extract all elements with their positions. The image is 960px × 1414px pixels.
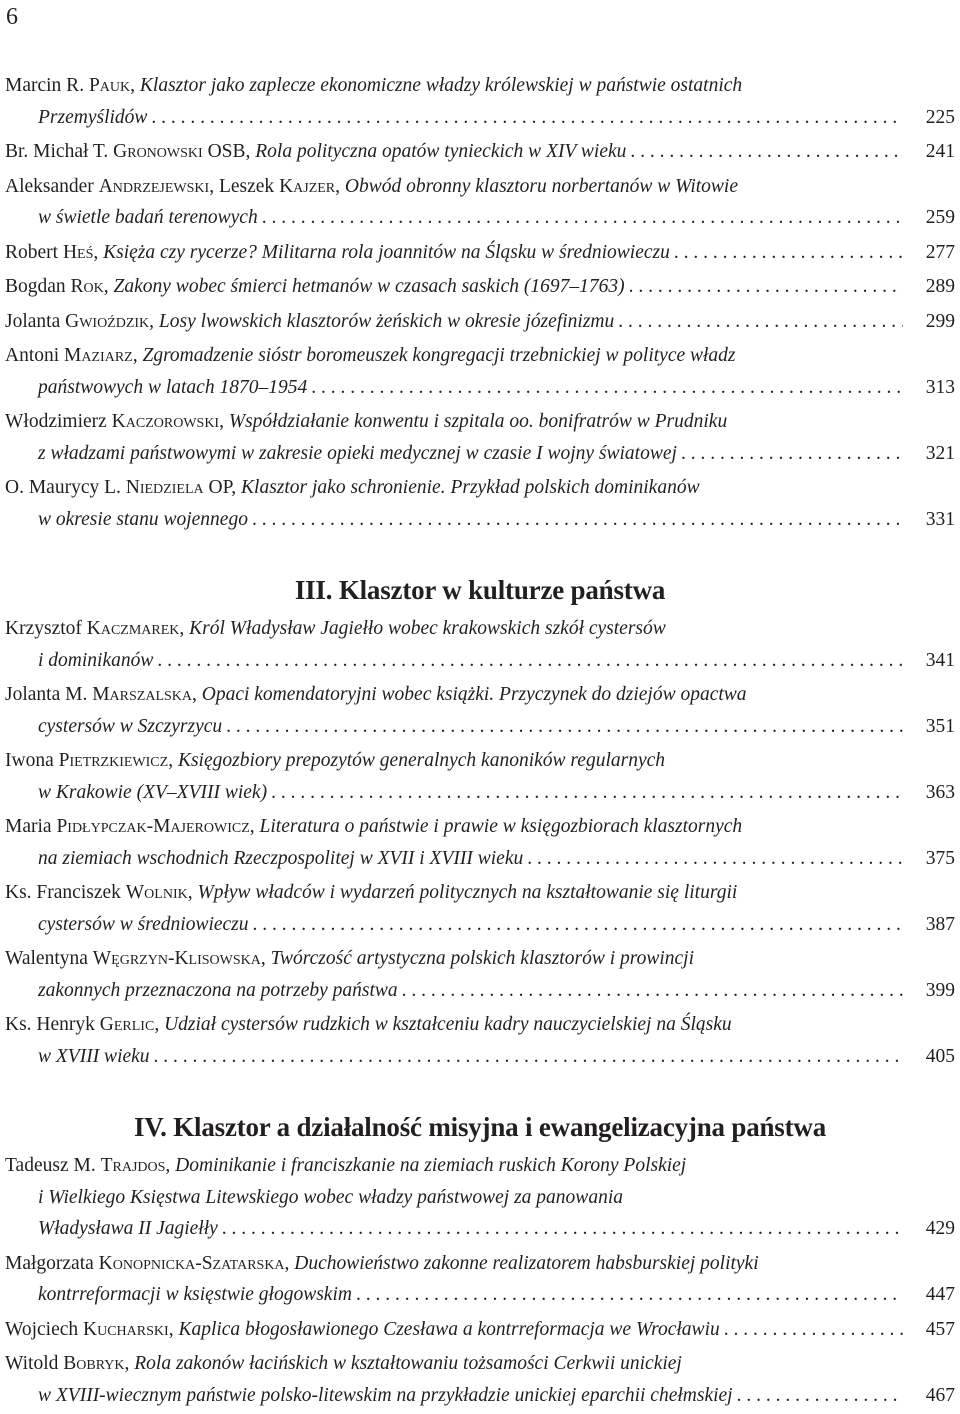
author-given-name: Krzysztof xyxy=(5,618,82,639)
toc-entry xyxy=(0,472,960,535)
toc-entry-line xyxy=(0,777,955,809)
dot-leader xyxy=(356,1279,903,1311)
entry-page-number: 277 xyxy=(925,241,955,263)
author-given-name: Ks. Henryk xyxy=(5,1014,95,1035)
entry-page-number: 363 xyxy=(925,781,955,803)
entry-title: Twórczość artystyczna polskich klasztorów i prowincji xyxy=(270,948,695,969)
author-surname: Konopnicka-Szatarska xyxy=(98,1252,285,1274)
toc-entry-line: Krzysztof Kaczmarek, Król Władysław Jagiełło wobec krakowskich szkół cystersów xyxy=(5,618,666,639)
entry-page-number: 457 xyxy=(925,1318,955,1340)
toc-entry xyxy=(0,1009,960,1072)
toc-entry-line xyxy=(0,102,955,134)
entry-title-continued: Władysława II Jagiełły xyxy=(38,1218,218,1239)
entry-title-continued: w XVIII-wiecznym państwie polsko-litewskim na przykładzie unickiej eparchii chełmskiej xyxy=(38,1384,733,1406)
entry-title: Księża czy rycerze? Militarna rola joannitów na Śląsku w średniowieczu xyxy=(103,241,670,263)
toc-entry xyxy=(0,943,960,1006)
author-given-name: Jolanta xyxy=(5,310,61,332)
toc-entry xyxy=(0,877,960,940)
entry-title: Kaplica błogosławionego Czesława a kontrreformacja we Wrocławiu xyxy=(178,1318,720,1340)
toc-entry-line xyxy=(0,975,955,1007)
entry-title: Duchowieństwo zakonne realizatorem habsburskiej polityki xyxy=(294,1252,759,1274)
author-surname: Pietrzkiewicz xyxy=(58,750,169,771)
author-given-name: Robert xyxy=(5,241,59,263)
toc-entry-line: Włodzimierz Kaczorowski, Współdziałanie konwentu i szpitala oo. bonifratrów w Prudniku xyxy=(5,411,728,432)
author-suffix: OP, xyxy=(203,477,237,498)
author-surname: Gronowski xyxy=(113,141,203,162)
author-given-name: Antoni xyxy=(5,345,60,366)
entry-page-number: 387 xyxy=(925,913,955,935)
dot-leader xyxy=(271,777,903,809)
toc-entry-line: Tadeusz M. Trajdos, Dominikanie i franciszkanie na ziemiach ruskich Korony Polskiej xyxy=(5,1155,687,1176)
dot-leader xyxy=(724,1314,903,1346)
toc-entry xyxy=(0,745,960,808)
author-surname-2: Kajzer xyxy=(279,175,336,197)
author-surname: Niedziela xyxy=(125,477,204,498)
toc-entry-line: Jolanta M. Marszalska, Opaci komendatoryjni wobec książki. Przyczynek do dziejów opactwa xyxy=(5,684,747,705)
entry-title: Dominikanie i franciszkanie na ziemiach ruskich Korony Polskiej xyxy=(175,1155,687,1176)
entry-title-continued: cystersów w średniowieczu xyxy=(38,913,249,935)
author-surname: Heś xyxy=(62,241,94,263)
entry-title: Literatura o państwie i prawie w księgozbiorach klasztornych xyxy=(259,816,743,837)
entry-title: Wpływ władców i wydarzeń politycznych na kształtowanie się liturgii xyxy=(197,882,738,903)
entry-title: Współdziałanie konwentu i szpitala oo. bonifratrów w Prudniku xyxy=(228,411,728,432)
entry-page-number: 399 xyxy=(925,979,955,1001)
entry-page-number: 299 xyxy=(925,310,955,332)
toc-entry-line xyxy=(0,843,955,875)
entry-page-number: 467 xyxy=(925,1384,955,1406)
dot-leader xyxy=(262,202,903,234)
author-surname: Kucharski xyxy=(83,1318,169,1340)
entry-title: Król Władysław Jagiełło wobec krakowskich szkół cystersów xyxy=(189,618,666,639)
author-given-name: Bogdan xyxy=(5,276,66,297)
entry-page-number: 241 xyxy=(925,141,955,162)
toc-entry-line xyxy=(0,1380,955,1412)
dot-leader xyxy=(527,843,903,875)
entry-title: Klasztor jako schronienie. Przykład polskich dominikanów xyxy=(241,477,700,498)
entry-page-number: 259 xyxy=(925,207,955,228)
toc-entry xyxy=(0,340,960,403)
author-given-name: Br. Michał T. xyxy=(5,141,109,162)
toc-entry xyxy=(0,1314,960,1346)
dot-leader xyxy=(629,271,903,303)
toc-entry-line xyxy=(0,711,955,743)
toc-entry-line: Witold Bobryk, Rola zakonów łacińskich w kształtowaniu tożsamości Cerkwii unickiej xyxy=(5,1353,682,1374)
toc-entry xyxy=(0,271,960,303)
entry-title-continued: z władzami państwowymi w zakresie opieki medycznej w czasie I wojny światowej xyxy=(38,442,677,464)
author-surname: Bobryk xyxy=(63,1353,125,1374)
toc-entry xyxy=(0,613,960,676)
toc-entry xyxy=(0,70,960,133)
entry-title-continued: i dominikanów xyxy=(38,649,154,671)
toc-entry xyxy=(0,171,960,234)
toc-entry-line: Bogdan Rok, Zakony wobec śmierci hetmanów w czasach saskich (1697–1763) . . . 289 xyxy=(0,271,955,303)
toc-entry-line: Antoni Maziarz, Zgromadzenie sióstr boromeuszek kongregacji trzebnickiej w polityce władz xyxy=(5,345,736,366)
author-surname: Węgrzyn-Klisowska xyxy=(92,948,261,969)
entry-title: Zgromadzenie sióstr boromeuszek kongregacji trzebnickiej w polityce władz xyxy=(142,345,736,366)
entry-page-number: 429 xyxy=(925,1218,955,1239)
table-of-contents xyxy=(0,70,960,1414)
entry-title: Udział cystersów rudzkich w kształceniu kadry nauczycielskiej na Śląsku xyxy=(164,1014,732,1035)
entry-title-continued: w XVIII wieku xyxy=(38,1045,150,1067)
entry-title: Rola polityczna opatów tynieckich w XIV wieku xyxy=(255,141,627,162)
author-given-name: Aleksander xyxy=(5,175,94,197)
entry-page-number: 331 xyxy=(925,508,955,530)
entry-title-continued: zakonnych przeznaczona na potrzeby państwa xyxy=(38,979,398,1001)
entry-page-number: 289 xyxy=(925,276,955,297)
toc-entry-line: Robert Heś, Księża czy rycerze? Militarna rola joannitów na Śląsku w średniowieczu . . . 277 xyxy=(0,237,955,269)
toc-entry-line xyxy=(0,136,955,168)
entry-page-number: 447 xyxy=(925,1284,955,1305)
entry-title-continued: Przemyślidów xyxy=(38,106,148,128)
dot-leader xyxy=(222,1213,903,1245)
author-given-name: Walentyna xyxy=(5,948,88,969)
toc-entry xyxy=(0,237,960,269)
author-given-name: Maria xyxy=(5,816,52,837)
toc-entry-line xyxy=(0,1213,955,1245)
dot-leader xyxy=(154,1041,903,1073)
entry-title-continued: w Krakowie (XV–XVIII wiek) xyxy=(38,781,268,803)
toc-entry-line xyxy=(0,1182,955,1214)
toc-entry xyxy=(0,1150,960,1245)
author-suffix: OSB, xyxy=(202,141,251,162)
author-given-name: Iwona xyxy=(5,750,54,771)
entry-title-continued: kontrreformacji w księstwie głogowskim xyxy=(38,1284,352,1305)
author-given-name: Marcin R. xyxy=(5,75,85,96)
entry-title-continued: w okresie stanu wojennego xyxy=(38,508,248,530)
author-given-name: Jolanta M. xyxy=(5,684,88,705)
dot-leader xyxy=(737,1380,903,1412)
author-surname: Gerlic xyxy=(99,1014,155,1035)
author-given-name: Wojciech xyxy=(5,1318,79,1340)
dot-leader xyxy=(151,102,903,134)
dot-leader xyxy=(681,438,903,470)
dot-leader xyxy=(157,645,903,677)
toc-entry-line xyxy=(0,202,955,234)
author-surname: Andrzejewski xyxy=(98,175,210,197)
author-surname: Pauk xyxy=(88,75,131,96)
dot-leader xyxy=(226,711,903,743)
toc-entry-line: Walentyna Węgrzyn-Klisowska, Twórczość artystyczna polskich klasztorów i prowincji xyxy=(5,948,695,969)
author-given-name: Włodzimierz xyxy=(5,411,107,432)
toc-entry-line xyxy=(0,472,955,504)
entry-page-number: 405 xyxy=(925,1045,955,1067)
toc-entry-line: Iwona Pietrzkiewicz, Księgozbiory prepozytów generalnych kanoników regularnych xyxy=(5,750,666,771)
page-number: 6 xyxy=(6,4,18,30)
toc-entry xyxy=(0,136,960,168)
author-surname: Rok xyxy=(70,276,104,297)
author-surname: Wolnik xyxy=(125,882,188,903)
author-surname: Pidłypczak-Majerowicz xyxy=(56,816,250,837)
toc-entry xyxy=(0,406,960,469)
toc-entry-line xyxy=(0,1041,955,1073)
dot-leader xyxy=(253,909,903,941)
entry-title-continued: na ziemiach wschodnich Rzeczpospolitej w XVII i XVIII wieku xyxy=(38,847,524,869)
toc-entry-line: Małgorzata Konopnicka-Szatarska, Duchowieństwo zakonne realizatorem habsburskiej polityki xyxy=(5,1252,759,1274)
author-surname: Marszalska xyxy=(92,684,192,705)
toc-entry xyxy=(0,679,960,742)
toc-entry-line xyxy=(0,504,955,536)
entry-page-number: 341 xyxy=(925,649,955,671)
section-heading: III. Klasztor w kulturze państwa xyxy=(294,575,666,605)
author-given-name: O. Maurycy L. xyxy=(5,477,121,498)
toc-entry-line xyxy=(0,1279,955,1311)
toc-entry xyxy=(0,306,960,338)
author-surname: Maziarz xyxy=(64,345,133,366)
dot-leader xyxy=(618,306,903,338)
dot-leader xyxy=(674,237,903,269)
author-given-name: Tadeusz M. xyxy=(5,1155,96,1176)
entry-title: Losy lwowskich klasztorów żeńskich w okresie józefinizmu xyxy=(158,310,615,332)
entry-title-continued: i Wielkiego Księstwa Litewskiego wobec władzy państwowej za panowania xyxy=(38,1186,623,1208)
section-heading: IV. Klasztor a działalność misyjna i ewangelizacyjna państwa xyxy=(133,1112,827,1142)
entry-title: Zakony wobec śmierci hetmanów w czasach saskich (1697–1763) xyxy=(113,276,625,297)
author-given-name: Witold xyxy=(5,1353,59,1374)
toc-entry-line xyxy=(0,372,955,404)
entry-title-continued: w świetle badań terenowych xyxy=(38,207,258,228)
toc-entry-line: Ks. Franciszek Wolnik, Wpływ władców i wydarzeń politycznych na kształtowanie się liturgii xyxy=(5,882,738,903)
author-given-name: Małgorzata xyxy=(5,1252,94,1274)
toc-entry-line: Jolanta Gwioździk, Losy lwowskich klasztorów żeńskich w okresie józefinizmu . . . 299 xyxy=(0,306,955,338)
toc-entry xyxy=(0,811,960,874)
author-separator: , Leszek xyxy=(209,175,280,197)
author-surname: Gwioździk xyxy=(65,310,150,332)
toc-entry-line xyxy=(0,909,955,941)
entry-page-number: 351 xyxy=(925,715,955,737)
toc-entry xyxy=(0,1348,960,1411)
entry-title-continued: państwowych w latach 1870–1954 xyxy=(38,376,308,398)
dot-leader xyxy=(252,504,903,536)
toc-entry-line: Marcin R. Pauk, Klasztor jako zaplecze ekonomiczne władzy królewskiej w państwie ostatnich xyxy=(5,75,743,96)
entry-title: Obwód obronny klasztoru norbertanów w Witowie xyxy=(344,175,738,197)
author-surname: Kaczmarek xyxy=(86,618,180,639)
toc-entry-line xyxy=(0,645,955,677)
author-surname: Trajdos xyxy=(100,1155,166,1176)
entry-title: Klasztor jako zaplecze ekonomiczne władzy królewskiej w państwie ostatnich xyxy=(139,75,743,96)
entry-page-number: 313 xyxy=(925,376,955,398)
toc-entry-line: Aleksander Andrzejewski, Leszek Kajzer, Obwód obronny klasztoru norbertanów w Witowie xyxy=(5,175,738,197)
entry-title: Rola zakonów łacińskich w kształtowaniu tożsamości Cerkwii unickiej xyxy=(134,1353,682,1374)
entry-title-continued: cystersów w Szczyrzycu xyxy=(38,715,223,737)
toc-entry-line: Maria Pidłypczak-Majerowicz, Literatura o państwie i prawie w księgozbiorach klasztornych xyxy=(5,816,743,837)
dot-leader xyxy=(630,136,903,168)
entry-title: Księgozbiory prepozytów generalnych kanoników regularnych xyxy=(177,750,666,771)
entry-title: Opaci komendatoryjni wobec książki. Przyczynek do dziejów opactwa xyxy=(201,684,747,705)
entry-page-number: 375 xyxy=(925,847,955,869)
author-surname: Kaczorowski xyxy=(111,411,220,432)
toc-entry-line: Ks. Henryk Gerlic, Udział cystersów rudzkich w kształceniu kadry nauczycielskiej na Śląsku xyxy=(5,1014,732,1035)
toc-entry-line xyxy=(0,438,955,470)
toc-entry xyxy=(0,1248,960,1311)
dot-leader xyxy=(402,975,903,1007)
toc-entry-line: Wojciech Kucharski, Kaplica błogosławionego Czesława a kontrreformacja we Wrocławiu . . . 457 xyxy=(0,1314,955,1346)
entry-page-number: 321 xyxy=(925,442,955,464)
author-given-name: Ks. Franciszek xyxy=(5,882,121,903)
dot-leader xyxy=(311,372,903,404)
entry-page-number: 225 xyxy=(925,106,955,128)
